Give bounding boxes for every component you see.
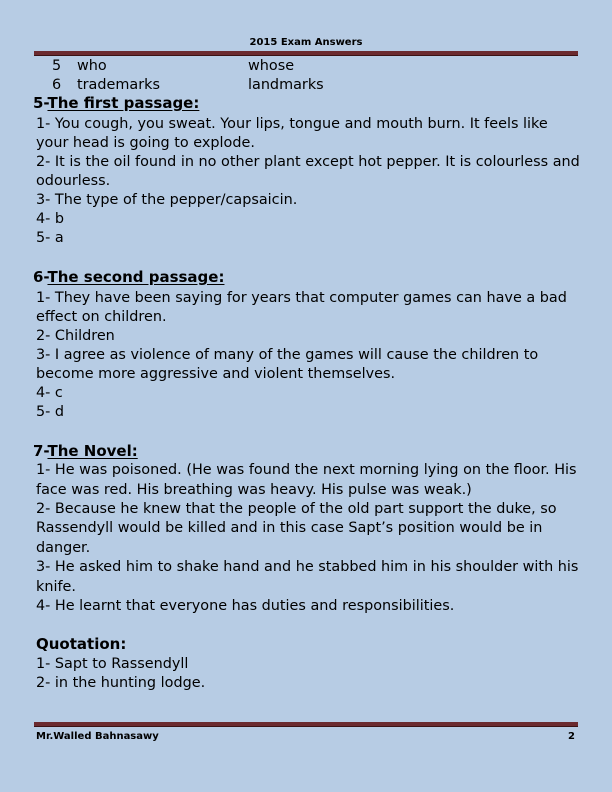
answer-line: your head is going to explode. — [36, 135, 255, 151]
section-title: The second passage: — [47, 268, 225, 286]
quotation-heading: Quotation: — [36, 635, 127, 653]
answer-line: 2- It is the oil found in no other plant except hot pepper. It is colourless and — [36, 154, 580, 170]
answer-line: 3- He asked him to shake hand and he stabbed him in his shoulder with his — [36, 559, 579, 575]
vocab-word: who — [77, 58, 107, 74]
answer-line: 5- a — [36, 230, 64, 246]
section-number: 7- — [33, 442, 48, 460]
answer-line: 4- He learnt that everyone has duties and responsibilities. — [36, 598, 455, 614]
page-number: 2 — [568, 731, 575, 742]
answer-line: danger. — [36, 540, 91, 556]
section-heading — [33, 268, 224, 286]
answer-line: 3- The type of the pepper/capsaicin. — [36, 192, 298, 208]
answer-line: 4- b — [36, 211, 65, 227]
section-heading — [33, 442, 138, 460]
answer-line: 4- c — [36, 385, 63, 401]
section-title: The Novel: — [47, 442, 138, 460]
answer-line: 2- Children — [36, 328, 115, 344]
section-number: 6- — [33, 268, 48, 286]
footer-rule — [34, 722, 578, 727]
page-header-title: 2015 Exam Answers — [249, 37, 363, 48]
vocab-num: 6 — [52, 77, 62, 93]
section-title: The first passage: — [47, 94, 200, 112]
answer-line: odourless. — [36, 173, 111, 189]
answer-line: Rassendyll would be killed and in this case Sapt’s position would be in — [36, 520, 543, 536]
answer-line: become more aggressive and violent themselves. — [36, 366, 396, 382]
vocab-word: trademarks — [77, 77, 160, 93]
answer-line: 2- in the hunting lodge. — [36, 675, 206, 691]
answer-line: 3- I agree as violence of many of the games will cause the children to — [36, 347, 539, 363]
header-rule — [34, 51, 578, 56]
section-number: 5- — [33, 94, 48, 112]
vocab-answer: whose — [248, 58, 295, 74]
answer-line: 1- You cough, you sweat. Your lips, tongue and mouth burn. It feels like — [36, 116, 548, 132]
section-heading — [33, 94, 199, 112]
footer-author: Mr.Walled Bahnasawy — [36, 731, 159, 742]
vocab-answer: landmarks — [248, 77, 324, 93]
answer-line: 1- Sapt to Rassendyll — [36, 656, 189, 672]
answer-line: knife. — [36, 579, 76, 595]
answer-line: 1- He was poisoned. (He was found the next morning lying on the floor. His — [36, 462, 577, 478]
answer-line: 5- d — [36, 404, 65, 420]
answer-line: 2- Because he knew that the people of the old part support the duke, so — [36, 501, 557, 517]
answer-line: 1- They have been saying for years that computer games can have a bad — [36, 290, 567, 306]
vocab-num: 5 — [52, 58, 62, 74]
answer-line: face was red. His breathing was heavy. His pulse was weak.) — [36, 482, 472, 498]
answer-line: effect on children. — [36, 309, 167, 325]
